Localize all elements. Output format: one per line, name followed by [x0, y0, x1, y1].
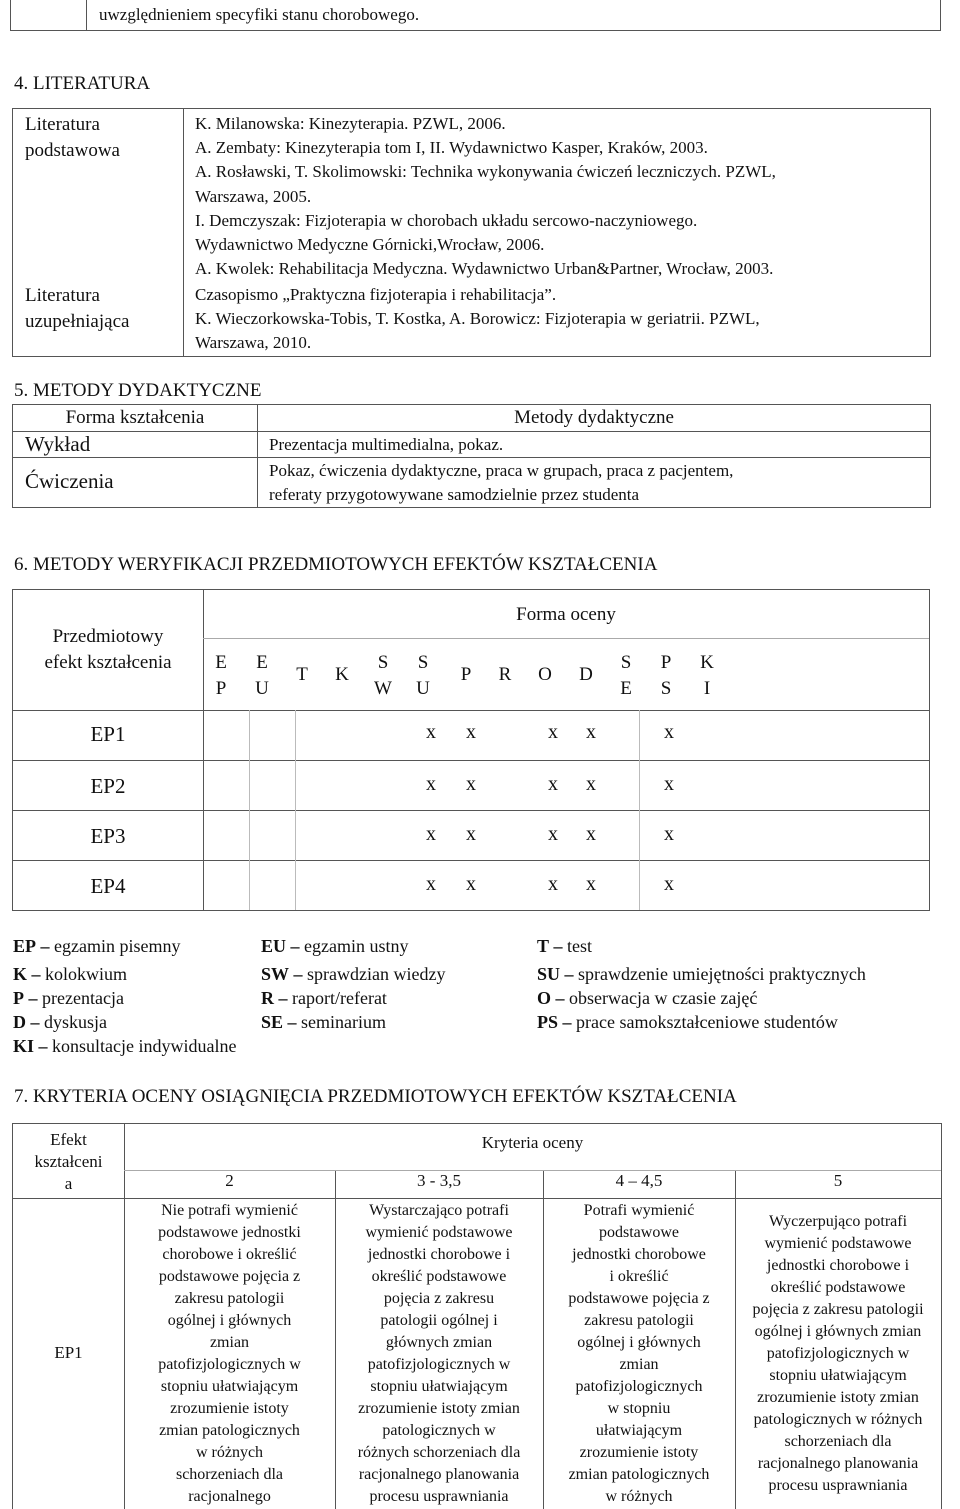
text-line: ułatwiającym — [595, 1422, 683, 1439]
methods-row-divider — [13, 431, 930, 432]
text-line: podstawowe jednostki — [158, 1224, 301, 1241]
section-6-title: 6. METODY WERYFIKACJI PRZEDMIOTOWYCH EFEKTÓW KSZTAŁCENIA — [14, 554, 658, 575]
text-line: P — [13, 988, 24, 1008]
text-line: i określić — [609, 1268, 669, 1285]
text-line: zrozumienie istoty — [579, 1444, 699, 1461]
text-line: patofizjologicznych w — [367, 1356, 511, 1373]
mark-sw: x — [426, 773, 436, 795]
text-line: R — [498, 664, 512, 685]
text-line: Potrafi wymienić — [583, 1202, 695, 1219]
text-line: jednostki chorobowe i — [367, 1246, 511, 1263]
text-line: a — [64, 1174, 73, 1193]
text-line: S — [377, 652, 389, 673]
text-line: raport/referat — [292, 988, 387, 1008]
code-ps — [654, 650, 678, 702]
form-exercises: Ćwiczenia — [25, 469, 114, 493]
grade-4: 4 – 4,5 — [615, 1171, 663, 1190]
code-su — [411, 650, 435, 702]
text-line: E — [620, 678, 632, 699]
text-line: EP — [13, 936, 37, 956]
text-line: T — [537, 936, 550, 956]
legend-item — [537, 962, 866, 987]
text-line: w różnych — [605, 1488, 673, 1505]
code-se — [614, 650, 638, 702]
text-line: zrozumienie istoty zmian — [757, 1389, 919, 1406]
mark-su: x — [466, 873, 476, 895]
text-line: ogólnej i głównych — [577, 1334, 701, 1351]
code-ep — [209, 650, 233, 702]
text-line: Wyczerpująco potrafi — [768, 1213, 908, 1230]
mark-su: x — [466, 773, 476, 795]
text-line: zakresu patologii — [174, 1290, 285, 1307]
mark-r: x — [548, 873, 558, 895]
text-line: stopniu ułatwiającym — [769, 1367, 907, 1384]
code-sw — [371, 650, 395, 702]
grade-2: 2 — [225, 1171, 234, 1190]
effect-label: EP3 — [90, 824, 126, 848]
legend-item — [261, 962, 445, 987]
form-lecture: Wykład — [25, 432, 91, 456]
effect-label: EP4 — [90, 874, 126, 898]
basic-lit-line: K. Milanowska: Kinezyterapia. PZWL, 2006. — [195, 114, 506, 133]
effect-column-header — [13, 1129, 124, 1195]
methods-row-divider — [13, 457, 930, 458]
legend-item — [537, 934, 592, 959]
text-line: konsultacje indywidualne — [52, 1036, 237, 1056]
supp-lit-line: Czasopismo „Praktyczna fizjoterapia i rehabilitacja”. — [195, 285, 557, 304]
supplementary-literature-label — [25, 283, 129, 335]
mark-se: x — [664, 823, 674, 845]
text-line: D — [13, 1012, 26, 1032]
code-eu — [250, 650, 274, 702]
methods-table — [12, 404, 931, 508]
text-line: zrozumienie istoty — [170, 1400, 289, 1417]
legend-item — [13, 986, 124, 1011]
text-line: głównych zmian — [385, 1334, 493, 1351]
mark-o: x — [586, 721, 596, 743]
effect-label: EP2 — [90, 774, 126, 798]
mark-r: x — [548, 823, 558, 845]
text-line: określić podstawowe — [770, 1279, 906, 1296]
criteria-row-label: EP1 — [54, 1343, 83, 1362]
criteria-header: Kryteria oceny — [481, 1133, 584, 1152]
mark-sw: x — [426, 721, 436, 743]
text-line: wymienić podstawowe — [764, 1235, 912, 1252]
code-ki — [695, 650, 719, 702]
top-fragment-divider — [86, 0, 87, 30]
methods-column-header: Metody dydaktyczne — [514, 407, 674, 428]
basic-lit-line: Wydawnictwo Medyczne Górnicki,Wrocław, 2006. — [195, 235, 545, 255]
text-line: K — [700, 652, 714, 673]
verification-table — [12, 589, 930, 911]
text-line: referaty przygotowywane samodzielnie przez studenta — [269, 485, 640, 504]
literature-divider — [183, 109, 184, 356]
code-o — [533, 662, 557, 688]
text-line: U — [255, 678, 269, 699]
text-line: procesu usprawniania — [768, 1477, 908, 1494]
legend-dash: – — [290, 936, 300, 956]
text-line: jednostki chorobowe i — [766, 1257, 910, 1274]
text-line: PS — [537, 1012, 559, 1032]
basic-lit-line: I. Demczyszak: Fizjoterapia w chorobach układu sercowo-naczyniowego. — [195, 210, 698, 230]
text-line: zrozumienie istoty zmian — [358, 1400, 520, 1417]
text-line: KI — [13, 1036, 35, 1056]
legend-dash: – — [562, 1012, 572, 1032]
text-line: sprawdzian wiedzy — [307, 964, 446, 984]
text-line: W — [374, 678, 392, 699]
effect-column-header — [13, 624, 203, 676]
text-line: chorobowe i określić — [162, 1246, 297, 1263]
basic-literature-list — [195, 112, 776, 281]
legend-dash: – — [40, 936, 50, 956]
legend-item — [261, 986, 387, 1011]
text-line: seminarium — [301, 1012, 387, 1032]
text-line: zmian — [209, 1334, 250, 1351]
text-line: stopniu ułatwiającym — [370, 1378, 508, 1395]
text-line: S — [417, 652, 429, 673]
legend-item — [13, 1010, 107, 1035]
mark-o: x — [586, 823, 596, 845]
text-line: podstawowe pojęcia z — [158, 1268, 301, 1285]
legend-item — [537, 1010, 838, 1035]
text-line: EU — [261, 936, 287, 956]
text-line: Literatura — [25, 114, 100, 135]
mark-o: x — [586, 773, 596, 795]
criteria-table — [12, 1123, 942, 1509]
text-line: patologicznych w różnych — [753, 1411, 923, 1428]
text-line: podstawowe pojęcia z — [568, 1290, 710, 1307]
text-line: obserwacja w czasie zajęć — [569, 988, 758, 1008]
mark-se: x — [664, 873, 674, 895]
mark-sw: x — [426, 873, 436, 895]
grade-5: 5 — [833, 1171, 843, 1190]
text-line: prace samokształceniowe studentów — [576, 1012, 838, 1032]
verification-row — [13, 811, 929, 860]
legend-dash: – — [555, 988, 565, 1008]
text-line: podstawowe — [599, 1224, 679, 1241]
supp-lit-line: K. Wieczorkowska-Tobis, T. Kostka, A. Borowicz: Fizjoterapia w geriatrii. PZWL, — [195, 309, 760, 329]
effect-label: EP1 — [90, 722, 126, 746]
legend-item — [261, 1010, 386, 1035]
basic-lit-line: A. Kwolek: Rehabilitacja Medyczna. Wydawnictwo Urban&Partner, Wrocław, 2003. — [195, 259, 774, 279]
mark-su: x — [466, 823, 476, 845]
mark-se: x — [664, 773, 674, 795]
text-line: I — [703, 678, 711, 699]
text-line: U — [416, 678, 430, 699]
legend-item — [13, 962, 127, 987]
text-line: SU — [537, 964, 561, 984]
text-line: zakresu patologii — [584, 1312, 694, 1329]
mark-o: x — [586, 873, 596, 895]
verification-row — [13, 861, 929, 910]
text-line: patologii ogólnej i — [380, 1312, 498, 1329]
code-r — [493, 662, 517, 688]
text-line: sprawdzenie umiejętności praktycznych — [578, 964, 866, 984]
text-line: wymienić podstawowe — [365, 1224, 513, 1241]
text-line: S — [660, 678, 672, 699]
text-line: dyskusja — [44, 1012, 107, 1032]
text-line: egzamin ustny — [304, 936, 409, 956]
legend-dash: – — [30, 1012, 40, 1032]
grade-3: 3 - 3,5 — [417, 1171, 461, 1190]
text-line: w różnych — [195, 1444, 264, 1461]
legend-dash: – — [553, 936, 563, 956]
legend-dash: – — [38, 1036, 48, 1056]
text-line: podstawowa — [25, 140, 120, 161]
text-line: patofizjologicznych w — [158, 1356, 301, 1373]
form-column-header: Forma kształcenia — [65, 407, 205, 428]
text-line: Literatura — [25, 285, 100, 306]
basic-lit-line: A. Rosławski, T. Skolimowski: Technika wykonywania ćwiczeń leczniczych. PZWL, — [195, 162, 776, 182]
text-line: Wystarczająco potrafi — [369, 1202, 509, 1219]
text-line: pojęcia z zakresu — [383, 1290, 495, 1307]
text-line: określić podstawowe — [371, 1268, 507, 1285]
text-line: patofizjologicznych — [575, 1378, 703, 1395]
criteria-cell-grade-4 — [543, 1200, 735, 1508]
text-line: w stopniu — [607, 1400, 671, 1417]
text-line: schorzeniach dla — [175, 1466, 284, 1483]
text-line: racjonalnego planowania — [358, 1466, 520, 1483]
criteria-cell-grade-3 — [335, 1200, 543, 1508]
text-line: racjonalnego planowania — [757, 1455, 919, 1472]
text-line: egzamin pisemny — [54, 936, 181, 956]
supplementary-literature-list — [195, 283, 760, 356]
code-t — [290, 662, 314, 688]
legend-item — [13, 934, 180, 959]
text-line: Nie potrafi wymienić — [161, 1202, 298, 1219]
text-line: racjonalnego — [188, 1488, 271, 1505]
code-d — [574, 662, 598, 688]
legend-dash: – — [287, 1012, 297, 1032]
basic-lit-line: Warszawa, 2005. — [195, 186, 312, 206]
text-line: E — [256, 652, 268, 673]
verification-row — [13, 711, 929, 760]
mark-r: x — [548, 773, 558, 795]
verification-row — [13, 761, 929, 810]
text-line: kształceni — [34, 1152, 103, 1171]
text-line: procesu usprawniania — [369, 1488, 509, 1505]
top-fragment-text: uwzględnieniem specyfiki stanu chorobowego. — [99, 5, 420, 24]
text-line: R — [261, 988, 274, 1008]
text-line: stopniu ułatwiającym — [160, 1378, 299, 1395]
text-line: zmian — [619, 1356, 659, 1373]
section-5-title: 5. METODY DYDAKTYCZNE — [14, 380, 262, 401]
literature-table — [12, 108, 931, 357]
text-line: Pokaz, ćwiczenia dydaktyczne, praca w grupach, praca z pacjentem, — [269, 461, 734, 480]
criteria-row-divider — [13, 1198, 941, 1199]
text-line: T — [296, 664, 308, 685]
text-line: O — [537, 988, 552, 1008]
text-line: schorzeniach dla — [784, 1433, 892, 1450]
text-line: SE — [261, 1012, 284, 1032]
text-line: K — [335, 664, 349, 685]
top-fragment-table — [10, 0, 941, 31]
legend-item — [261, 934, 409, 959]
code-k — [330, 662, 354, 688]
text-line: patofizjologicznych w — [766, 1345, 910, 1362]
criteria-cell-grade-2 — [124, 1200, 335, 1508]
text-line: Efekt — [50, 1130, 87, 1149]
text-line: Przedmiotowy — [52, 626, 164, 647]
mark-sw: x — [426, 823, 436, 845]
methods-lecture: Prezentacja multimedialna, pokaz. — [269, 435, 504, 454]
legend-dash: – — [278, 988, 288, 1008]
text-line: zmian patologicznych — [159, 1422, 300, 1439]
text-line: ogólnej i głównych — [167, 1312, 292, 1329]
text-line: jednostki chorobowe — [572, 1246, 706, 1263]
legend-dash: – — [28, 988, 38, 1008]
text-line: efekt kształcenia — [44, 652, 172, 673]
text-line: D — [579, 664, 593, 685]
code-p — [454, 662, 478, 688]
basic-lit-line: A. Zembaty: Kinezyterapia tom I, II. Wydawnictwo Kasper, Kraków, 2003. — [195, 138, 708, 158]
mark-se: x — [664, 721, 674, 743]
text-line: P — [215, 678, 227, 699]
mark-su: x — [466, 721, 476, 743]
text-line: test — [567, 936, 593, 956]
legend-dash: – — [564, 964, 574, 984]
text-line: O — [538, 664, 552, 685]
legend-item — [13, 1034, 236, 1059]
verif-forma-divider — [203, 638, 929, 639]
supp-lit-line: Warszawa, 2010. — [195, 333, 312, 353]
abbreviation-legend — [13, 934, 933, 1064]
text-line: uzupełniająca — [25, 311, 130, 332]
section-4-title: 4. LITERATURA — [14, 73, 151, 94]
text-line: prezentacja — [42, 988, 124, 1008]
text-line: S — [620, 652, 632, 673]
criteria-cell-grade-5 — [735, 1211, 941, 1497]
mark-r: x — [548, 721, 558, 743]
text-line: K — [13, 964, 28, 984]
text-line: różnych schorzeniach dla — [357, 1444, 521, 1461]
methods-exercises — [269, 459, 733, 507]
legend-dash: – — [293, 964, 303, 984]
text-line: patologicznych w — [382, 1422, 496, 1439]
text-line: P — [460, 664, 472, 685]
text-line: zmian patologicznych — [568, 1466, 710, 1483]
forma-oceny-header: Forma oceny — [516, 604, 616, 625]
basic-literature-label — [25, 112, 120, 164]
text-line: pojęcia z zakresu patologii — [752, 1301, 924, 1318]
text-line: ogólnej i głównych zmian — [754, 1323, 922, 1340]
legend-item — [537, 986, 757, 1011]
text-line: SW — [261, 964, 290, 984]
legend-dash: – — [31, 964, 41, 984]
text-line: P — [660, 652, 672, 673]
text-line: E — [215, 652, 227, 673]
section-7-title: 7. KRYTERIA OCENY OSIĄGNIĘCIA PRZEDMIOTOWYCH EFEKTÓW KSZTAŁCENIA — [14, 1086, 737, 1107]
text-line: kolokwium — [45, 964, 128, 984]
